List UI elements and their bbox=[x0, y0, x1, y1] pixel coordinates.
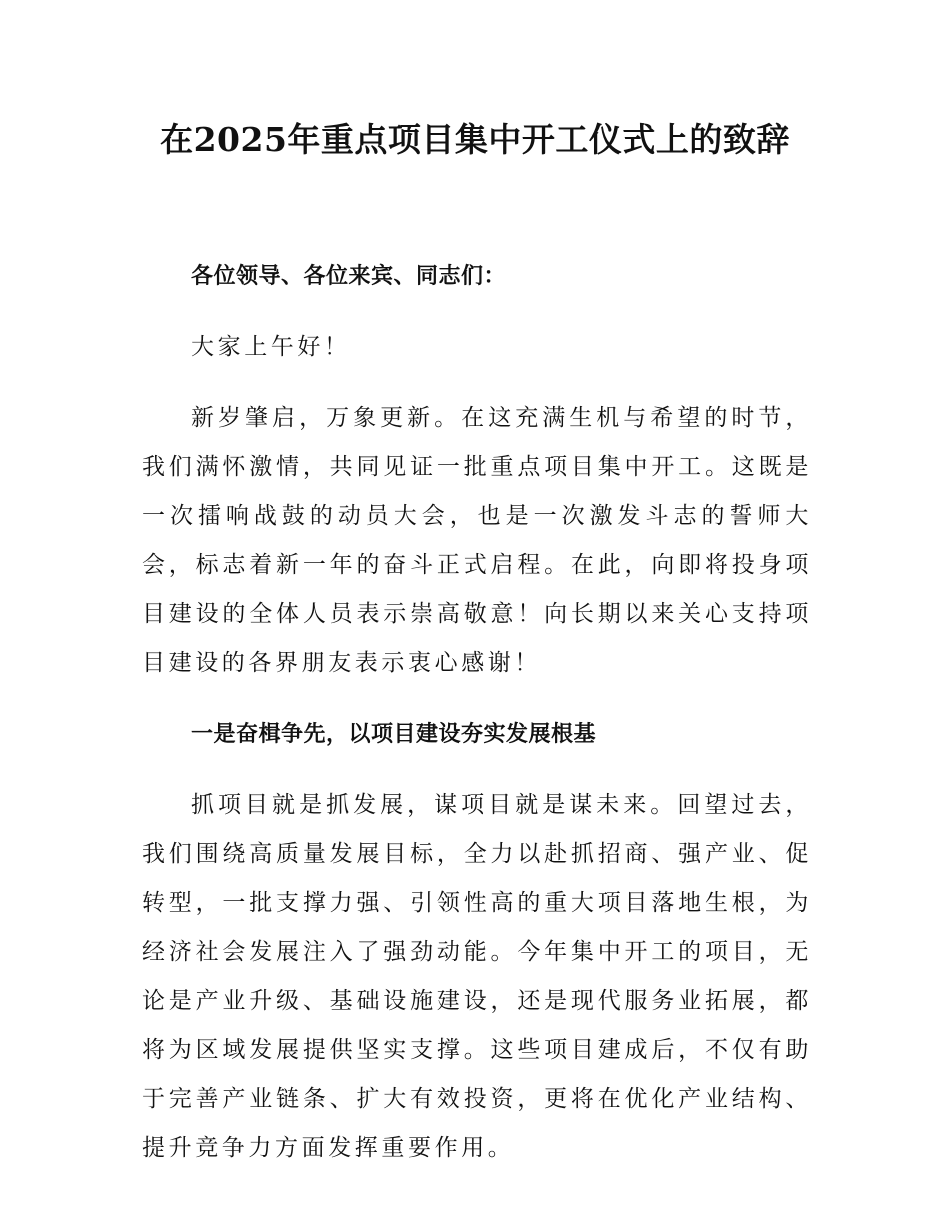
spacer bbox=[142, 688, 812, 710]
document-title: 在2025年重点项目集中开工仪式上的致辞 bbox=[160, 120, 790, 159]
spacer bbox=[142, 759, 812, 781]
spacer bbox=[142, 301, 812, 323]
salutation: 各位领导、各位来宾、同志们： bbox=[191, 264, 507, 289]
spacer bbox=[142, 372, 812, 394]
paragraph-opening: 新岁肇启，万象更新。在这充满生机与希望的时节，我们满怀激情，共同见证一批重点项目集中开工。这既是一次擂响战鼓的动员大会，也是一次激发斗志的誓师大会，标志着新一年的奋斗正式启程。在此，向即将投身项目建设的全体人员表示崇高敬意！向长期以来关心支持项目建设的各界朋友表示衷心感谢！ bbox=[142, 405, 812, 676]
section-heading-1: 一是奋楫争先，以项目建设夯实发展根基 bbox=[191, 722, 597, 747]
document-body bbox=[142, 252, 812, 1173]
greeting: 大家上午好！ bbox=[191, 334, 351, 360]
paragraph-section-1: 抓项目就是抓发展，谋项目就是谋未来。回望过去，我们围绕高质量发展目标，全力以赴抓招商、强产业、促转型，一批支撑力强、引领性高的重大项目落地生根，为经济社会发展注入了强劲动能。今年集中开工的项目，无论是产业升级、基础设施建设，还是现代服务业拓展，都将为区域发展提供坚实支撑。这些项目建成后，不仅有助于完善产业链条、扩大有效投资，更将在优化产业结构、提升竞争力方面发挥重要作用。 bbox=[142, 792, 812, 1161]
